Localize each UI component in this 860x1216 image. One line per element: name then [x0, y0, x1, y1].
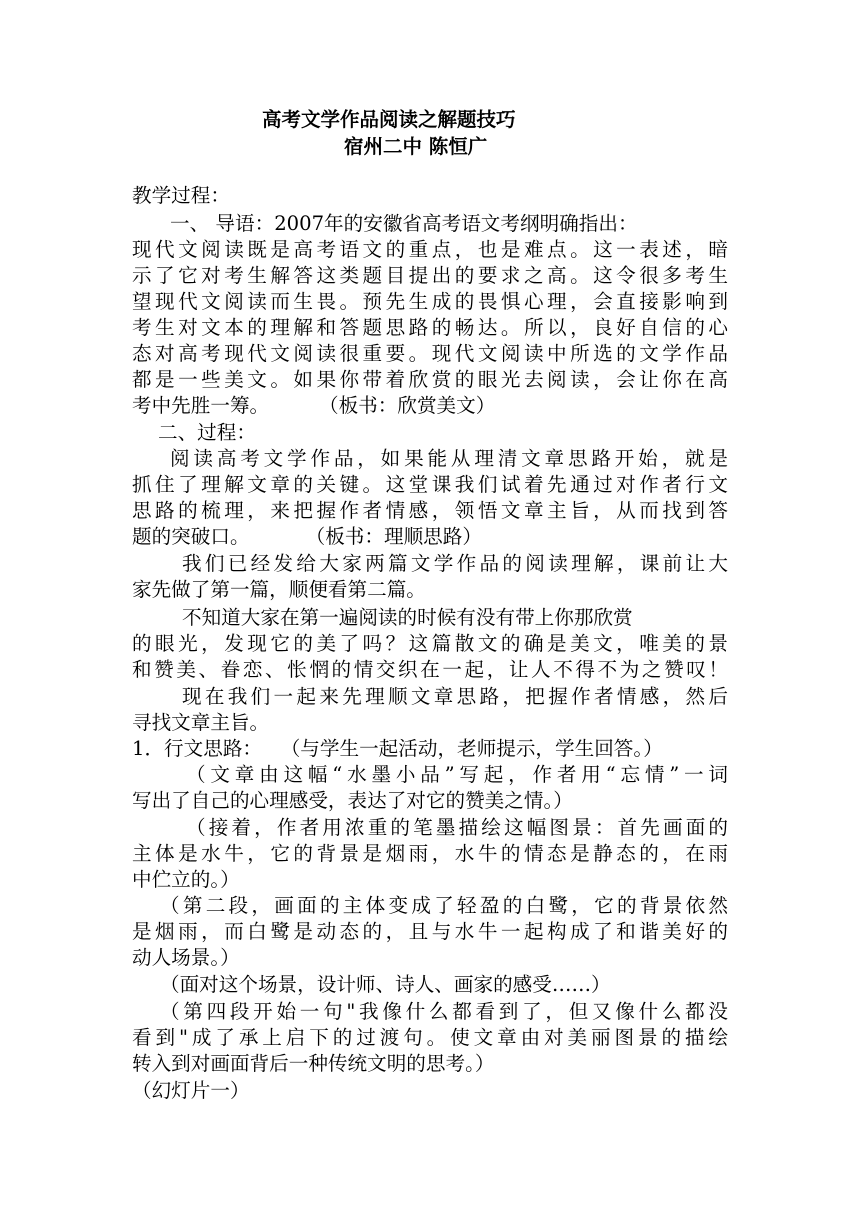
text-line: 主体是水牛，它的背景是烟雨，水牛的情态是静态的，在雨	[132, 842, 728, 865]
text-line: 的眼光，发现它的美了吗？这篇散文的确是美文，唯美的景	[132, 632, 728, 655]
text-line: 考中先胜一筹。 （板书：欣赏美文）	[132, 394, 496, 417]
text-line: 和赞美、眷恋、怅惘的情交织在一起，让人不得不为之赞叹！	[132, 658, 728, 681]
text-line: 思路的梳理，来把握作者情感，领悟文章主旨，从而找到答	[132, 499, 728, 522]
text-line: 都是一些美文。如果你带着欣赏的眼光去阅读，会让你在高	[132, 368, 728, 391]
text-line: 题的突破口。 （板书：理顺思路）	[132, 525, 482, 548]
text-line: 是烟雨，而白鹭是动态的，且与水牛一起构成了和谐美好的	[132, 920, 728, 943]
text-line: （接着，作者用浓重的笔墨描绘这幅图景：首先画面的	[186, 816, 728, 839]
text-line: 看到"成了承上启下的过渡句。使文章由对美丽图景的描绘	[132, 1026, 728, 1049]
document-title: 高考文学作品阅读之解题技巧	[262, 108, 516, 131]
text-line: （第二段，画面的主体变成了轻盈的白鹭，它的背景依然	[160, 894, 728, 917]
text-line: 态对高考现代文阅读很重要。现代文阅读中所选的文学作品	[132, 342, 728, 365]
text-line: 寻找文章主旨。	[132, 711, 270, 734]
text-line: （第四段开始一句"我像什么都看到了，但又像什么都没	[160, 1000, 728, 1023]
text-line: （幻灯片一）	[132, 1079, 250, 1102]
text-line: （文章由这幅“水墨小品”写起，作者用“忘情”一词	[186, 763, 728, 786]
text-line: 动人场景。）	[132, 946, 240, 969]
text-line: 一、 导语：2007年的安徽省高考语文考纲明确指出：	[170, 212, 638, 235]
text-line: 望现代文阅读而生畏。预先生成的畏惧心理，会直接影响到	[132, 290, 728, 313]
text-line: 不知道大家在第一遍阅读的时候有没有带上你那欣赏	[182, 606, 633, 629]
author-line: 宿州二中 陈恒广	[344, 135, 488, 158]
text-line: 转入到对画面背后一种传统文明的思考。）	[132, 1052, 495, 1075]
text-line: 阅读高考文学作品，如果能从理清文章思路开始，就是	[170, 447, 728, 470]
text-line: 抓住了理解文章的关键。这堂课我们试着先通过对作者行文	[132, 473, 728, 496]
text-line: 现代文阅读既是高考语文的重点，也是难点。这一表述，暗	[132, 238, 728, 261]
text-line: 家先做了第一篇，顺便看第二篇。	[132, 578, 426, 601]
text-line: 现在我们一起来先理顺文章思路，把握作者情感，然后	[182, 685, 728, 708]
text-line: 二、过程：	[158, 421, 256, 444]
text-line: 1．行文思路： （与学生一起活动，老师提示，学生回答。）	[132, 737, 663, 760]
text-line: 写出了自己的心理感受，表达了对它的赞美之情。）	[132, 789, 573, 812]
text-line: 中伫立的。）	[132, 868, 240, 891]
text-line: 我们已经发给大家两篇文学作品的阅读理解，课前让大	[182, 552, 728, 575]
text-line: 示了它对考生解答这类题目提出的要求之高。这令很多考生	[132, 264, 728, 287]
text-line: 考生对文本的理解和答题思路的畅达。所以，良好自信的心	[132, 316, 728, 339]
text-line: （面对这个场景，设计师、诗人、画家的感受……）	[160, 973, 611, 996]
text-line: 教学过程：	[132, 184, 230, 207]
